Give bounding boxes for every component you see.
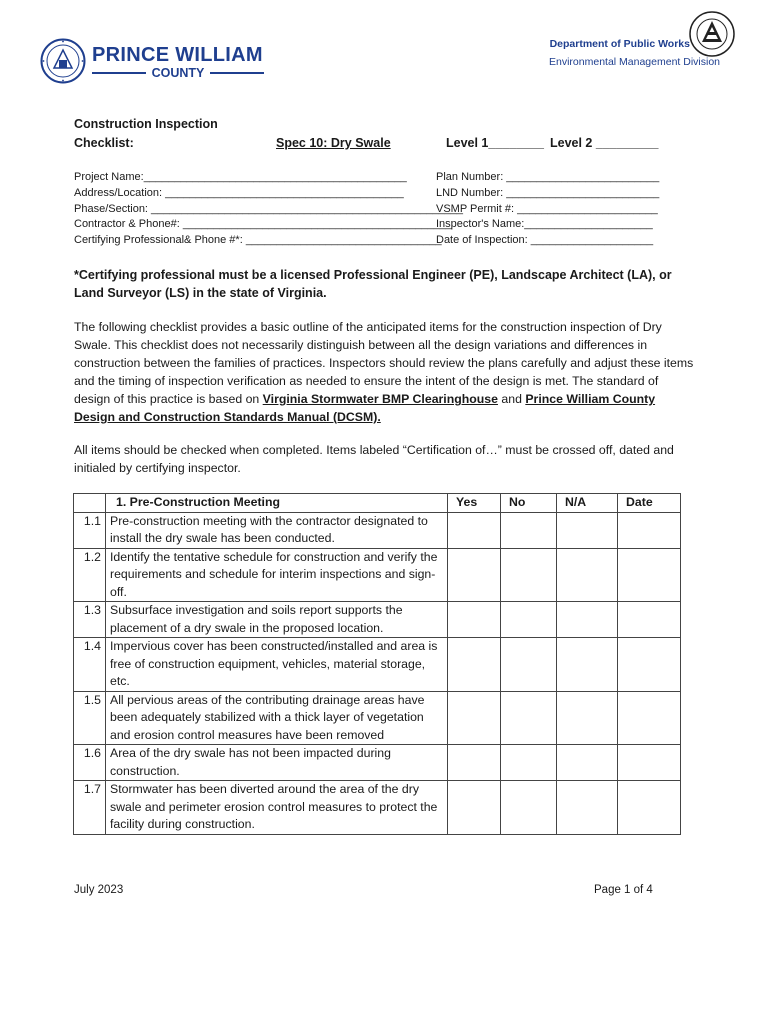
row-description: Pre-construction meeting with the contractor designated to install the dry swale has been conducted. <box>106 512 448 548</box>
date-cell[interactable] <box>618 512 681 548</box>
no-cell[interactable] <box>501 548 557 602</box>
row-number: 1.7 <box>74 781 106 835</box>
table-row <box>74 691 681 745</box>
intro-and: and <box>497 392 526 406</box>
row-description: All pervious areas of the contributing drainage areas have been adequately stabilized with a thick layer of vegetation and erosion control measures have been removed <box>106 691 448 745</box>
footer-date: July 2023 <box>74 884 124 896</box>
na-cell[interactable] <box>557 548 618 602</box>
date-cell[interactable] <box>618 745 681 781</box>
intro-paragraph <box>74 318 694 426</box>
division-title: Environmental Management Division <box>549 56 720 68</box>
public-works-badge-icon <box>688 10 736 58</box>
row-description: Subsurface investigation and soils report supports the placement of a dry swale in the proposed location. <box>106 602 448 638</box>
table-row <box>74 745 681 781</box>
row-number: 1.1 <box>74 512 106 548</box>
na-cell[interactable] <box>557 691 618 745</box>
na-cell[interactable] <box>557 781 618 835</box>
col-no: No <box>501 494 557 513</box>
table-header-row <box>74 494 681 513</box>
no-cell[interactable] <box>501 602 557 638</box>
vsmp-permit-field[interactable]: VSMP Permit #: _______________________ <box>436 202 658 215</box>
date-cell[interactable] <box>618 602 681 638</box>
level2-field[interactable]: Level 2 _________ <box>550 136 659 150</box>
footer-page: Page 1 of 4 <box>594 884 653 896</box>
col-yes: Yes <box>448 494 501 513</box>
date-cell[interactable] <box>618 691 681 745</box>
yes-cell[interactable] <box>448 745 501 781</box>
bmp-clearinghouse-link[interactable]: Virginia Stormwater BMP Clearinghouse <box>262 392 498 406</box>
plan-number-field[interactable]: Plan Number: _________________________ <box>436 171 660 183</box>
date-cell[interactable] <box>618 638 681 692</box>
na-cell[interactable] <box>557 745 618 781</box>
intro-text: The following checklist provides a basic outline of the anticipated items for the construction inspection of Dry Swale. This checklist does not necessarily distinguish between all the design variations and differences in construction between the families of practices. Inspectors should review the plans carefully and adjust these items and the timing of inspection verification as needed to ensure the intent of the design is met. The standard of design of this practice is based on <box>74 320 694 406</box>
table-row <box>74 602 681 638</box>
spec-label: Spec 10: Dry Swale <box>276 136 391 150</box>
na-cell[interactable] <box>557 602 618 638</box>
row-description: Impervious cover has been constructed/installed and area is free of construction equipment, vehicles, material storage, etc. <box>106 638 448 692</box>
yes-cell[interactable] <box>448 602 501 638</box>
address-field[interactable]: Address/Location: _______________________________________ <box>74 186 404 199</box>
col-date: Date <box>618 494 681 513</box>
no-cell[interactable] <box>501 638 557 692</box>
na-cell[interactable] <box>557 512 618 548</box>
row-number: 1.4 <box>74 638 106 692</box>
yes-cell[interactable] <box>448 638 501 692</box>
table-row <box>74 512 681 548</box>
form-fields-left <box>74 170 463 249</box>
yes-cell[interactable] <box>448 548 501 602</box>
level1-field[interactable]: Level 1________ <box>446 136 545 150</box>
yes-cell[interactable] <box>448 512 501 548</box>
date-cell[interactable] <box>618 781 681 835</box>
checklist-table <box>73 493 681 835</box>
phase-section-field[interactable]: Phase/Section: ___________________________________________________ <box>74 202 464 215</box>
contractor-phone-field[interactable]: Contractor & Phone#: ____________________________________________ <box>74 218 453 231</box>
table-row <box>74 638 681 692</box>
row-number: 1.2 <box>74 548 106 602</box>
no-cell[interactable] <box>501 781 557 835</box>
no-cell[interactable] <box>501 745 557 781</box>
section-title: 1. Pre-Construction Meeting <box>106 494 448 513</box>
department-title: Department of Public Works <box>549 38 690 50</box>
row-number: 1.5 <box>74 691 106 745</box>
county-logo-title: PRINCE WILLIAM <box>92 44 263 66</box>
county-seal-icon <box>40 38 86 84</box>
no-cell[interactable] <box>501 512 557 548</box>
dcsm-link[interactable]: Prince William County Design and Construction Standards Manual (DCSM). <box>74 392 656 424</box>
no-cell[interactable] <box>501 691 557 745</box>
project-name-field[interactable]: Project Name:___________________________________________ <box>74 171 407 183</box>
form-fields-right <box>436 170 659 249</box>
certifying-professional-field[interactable]: Certifying Professional& Phone #*: ________________________________ <box>74 234 442 247</box>
row-number: 1.6 <box>74 745 106 781</box>
instructions-paragraph: All items should be checked when completed. Items labeled “Certification of…” must be crossed off, dated and initialed by certifying inspector. <box>74 443 674 475</box>
county-logo-subtitle <box>92 66 264 80</box>
row-description: Area of the dry swale has not been impacted during construction. <box>106 745 448 781</box>
row-description: Stormwater has been diverted around the area of the dry swale and perimeter erosion control measures to protect the facility during construction. <box>106 781 448 835</box>
certification-note: *Certifying professional must be a licensed Professional Engineer (PE), Landscape Architect (LA), or Land Surveyor (LS) in the state of Virginia. <box>74 268 672 300</box>
row-description: Identify the tentative schedule for construction and verify the requirements and schedule for interim inspections and sign-off. <box>106 548 448 602</box>
inspection-date-field[interactable]: Date of Inspection: ____________________ <box>436 234 654 247</box>
heading-line2: Checklist: <box>74 136 134 150</box>
table-row <box>74 548 681 602</box>
na-cell[interactable] <box>557 638 618 692</box>
yes-cell[interactable] <box>448 691 501 745</box>
lnd-number-field[interactable]: LND Number: _________________________ <box>436 186 660 199</box>
date-cell[interactable] <box>618 548 681 602</box>
row-number: 1.3 <box>74 602 106 638</box>
col-na: N/A <box>557 494 618 513</box>
table-row <box>74 781 681 835</box>
inspector-name-field[interactable]: Inspector's Name:_____________________ <box>436 218 653 231</box>
county-logo-subtitle-text: COUNTY <box>151 66 205 80</box>
heading-line1: Construction Inspection <box>74 117 218 131</box>
yes-cell[interactable] <box>448 781 501 835</box>
table-header-num <box>74 494 106 513</box>
